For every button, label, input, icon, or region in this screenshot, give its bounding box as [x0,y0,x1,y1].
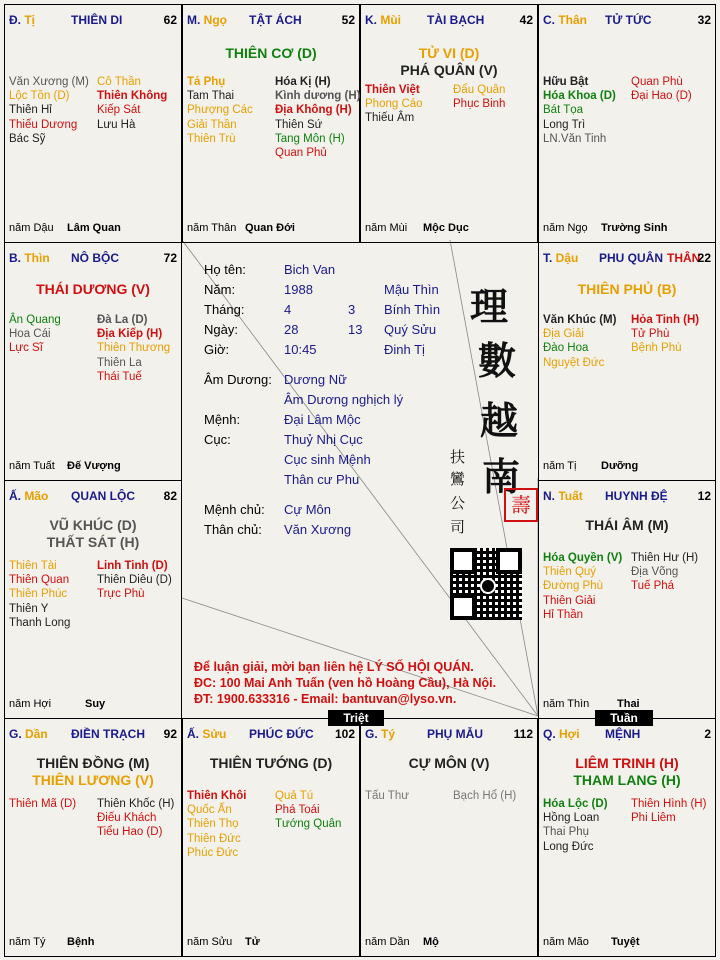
contact-line-3: ĐT: 1900.633316 - Email: bantuvan@lyso.vn. [194,692,457,706]
minor-star: Lưu Hà [97,118,136,131]
day-lunar: 13 [348,322,363,337]
palace-number: 2 [704,727,711,741]
day-can: Quý Sửu [384,322,437,337]
minor-star: Địa Không (H) [275,104,352,117]
minor-star: Bát Tọa [543,104,584,117]
minor-star: Bạch Hổ (H) [453,790,517,802]
main-star: THẤT SÁT (H) [46,534,140,550]
main-star: THIÊN LƯƠNG (V) [32,772,154,788]
minor-star: Thiên Phúc [9,588,68,601]
palace-number: 112 [513,727,533,741]
minor-star: Linh Tinh (D) [97,560,168,572]
minor-star: Quả Tú [275,790,314,802]
minor-star: Thiên Trù [187,132,236,145]
minor-star: Thiên Việt [365,84,420,96]
name-label: Họ tên: [204,262,246,277]
main-star: THIÊN TƯỚNG (D) [209,755,333,771]
minor-star: Long Trì [543,118,586,131]
palace-name: TỬ TỨC [605,13,652,27]
minor-stars-left [543,551,622,622]
main-star: THIÊN PHỦ (B) [577,281,677,297]
minor-stars-left [9,313,61,356]
minor-stars-right [453,789,516,803]
thanchu-value: Văn Xương [284,522,352,537]
palace-year: năm Mùi [365,222,408,234]
minor-stars-right [631,797,706,825]
month-label: Tháng: [204,302,245,317]
year-label: Năm: [204,282,236,297]
palace-stage: Lâm Quan [67,222,121,234]
seal-text-3: 公 [450,494,466,512]
minor-stars-right [453,83,505,111]
minor-star: Tướng Quân [275,818,342,831]
day-label: Ngày: [204,322,238,337]
year-value: 1988 [284,282,313,297]
minor-star: Thiên Giải [543,594,596,607]
minor-star: Thai Phụ [543,826,590,839]
palace-name: PHU QUÂN [599,251,664,265]
main-star: THÁI DƯƠNG (V) [36,281,150,297]
minor-star: LN.Văn Tinh [543,132,607,145]
calligraphy-so: 數 [478,338,517,383]
minor-star: Thiên Khốc (H) [97,798,175,810]
year-can: Mậu Thìn [384,282,439,297]
minor-star: Phi Liêm [631,812,676,825]
minor-star: Thiên Đức [187,832,241,845]
minor-star: Giải Thần [187,118,237,131]
minor-star: Cô Thần [97,76,141,88]
seal-text-2: 鸞 [450,470,466,488]
minor-star: Thiên Thương [97,342,171,355]
palace-name: THIÊN DI [71,13,123,27]
minor-star: Thiên Tài [9,560,57,572]
minor-star: Thiếu Âm [365,112,415,125]
minor-star: Hồng Loan [543,812,600,825]
minor-stars-left [365,789,409,803]
day-value: 28 [284,322,299,337]
palace-year: năm Sửu [187,936,233,948]
palace-header [365,727,533,743]
palace-header [9,251,177,267]
minor-star: Thiên La [97,356,142,369]
palace-name: HUYNH ĐỆ [605,489,668,503]
palace-branch: B. Thìn [9,251,50,265]
triet-marker: Triệt [328,710,384,726]
minor-star: Hóa Khoa (D) [543,90,616,103]
minor-stars-left [187,75,253,146]
cuc-value: Thuỷ Nhị Cục [284,432,363,447]
minor-star: Thiên Diêu (D) [97,574,172,587]
minor-star: Hữu Bật [543,76,589,88]
minor-stars-right [631,313,699,356]
palace-stage: Trường Sinh [601,222,668,234]
minor-star: Đường Phù [543,580,603,593]
palace-stage: Suy [85,698,106,710]
red-seal: 壽 [504,488,538,522]
seal-text-4: 司 [450,518,466,536]
amduong-label: Âm Dương: [204,372,272,387]
palace-cell-mui [360,4,538,243]
minor-star: Thiên Quan [9,574,70,587]
palace-branch: Ấ. Mão [9,489,49,503]
palace-cell-thin [4,242,182,481]
minor-star: Địa Kiếp (H) [97,328,163,341]
minor-stars-right [275,75,360,160]
palace-header [543,727,711,743]
cuc-relation: Cục sinh Mệnh [284,452,371,467]
minor-star: Văn Xương (M) [9,76,89,88]
palace-year: năm Ngọ [543,222,588,234]
minor-star: Thiên Quý [543,566,597,579]
palace-cell-ty [360,718,538,957]
minor-star: Phá Toái [275,804,320,817]
palace-number: 62 [163,13,177,27]
palace-year: năm Thân [187,222,237,234]
palace-name: PHỤ MẪU [427,727,483,741]
calligraphy-ly: 理 [470,284,509,329]
palace-stage: Tử [245,936,260,948]
minor-stars-right [631,551,698,594]
minor-star: Thiên Sứ [275,118,323,131]
tuan-marker: Tuần [595,710,653,726]
palace-year: năm Tý [9,936,46,948]
minor-star: Bác Sỹ [9,132,46,145]
minor-star: Phúc Đức [187,846,239,859]
minor-star: Phong Cáo [365,98,423,111]
minor-star: Thiên Y [9,602,49,615]
minor-star: Tuế Phá [631,580,675,593]
palace-name: PHÚC ĐỨC [249,727,314,741]
palace-stage: Thai [617,698,640,710]
palace-stage: Đế Vượng [67,460,121,472]
minor-star: Hỉ Thần [543,608,584,621]
palace-number: 32 [697,13,711,27]
minor-star: Quan Phủ [275,147,327,160]
palace-cell-than [538,4,716,243]
palace-number: 72 [163,251,177,265]
palace-cell-mao [4,480,182,719]
palace-branch: T. Dậu [543,251,579,265]
palace-cell-hoi [538,718,716,957]
palace-branch: G. Dần [9,727,48,741]
contact-line-2: ĐC: 100 Mai Anh Tuấn (ven hồ Hoàng Cầu), Hà Nội. [194,676,497,690]
palace-number: 22 [697,251,711,265]
minor-star: Thiên Không [97,90,168,103]
minor-star: Hoa Cái [9,328,51,341]
minor-stars-left [9,559,70,630]
minor-stars-left [9,75,89,146]
minor-star: Ân Quang [9,314,61,326]
minor-star: Phục Binh [453,98,506,111]
palace-stage: Quan Đới [245,222,295,234]
palace-stage: Mộc Dục [423,222,469,234]
palace-header [9,727,177,743]
palace-year: năm Mão [543,936,589,948]
minor-star: Long Đức [543,840,594,853]
main-star: THIÊN ĐỒNG (M) [36,755,150,771]
main-star: THÁI ÂM (M) [585,517,669,533]
minor-stars-left [365,83,423,126]
palace-header [187,727,355,743]
palace-name: ĐIỀN TRẠCH [71,727,145,741]
main-star: LIÊM TRINH (H) [575,755,679,771]
minor-star: Tam Thai [187,90,235,103]
minor-star: Nguyệt Đức [543,356,605,369]
minor-stars-right [97,313,170,384]
palace-number: 102 [334,727,355,741]
minor-star: Thiếu Dương [9,118,78,131]
main-star: CỰ MÔN (V) [408,755,490,771]
minor-star: Thiên Thọ [187,818,239,831]
minor-stars-left [543,797,608,854]
minor-star: Trực Phù [97,588,145,601]
menhchu-label: Mệnh chủ: [204,502,265,517]
palace-number: 92 [163,727,177,741]
minor-star: Hỏa Tinh (H) [631,314,700,326]
palace-year: năm Tị [543,460,577,472]
amduong-value: Dương Nữ [284,372,347,387]
minor-star: Địa Võng [631,566,679,579]
contact-line-1: Để luận giải, mời bạn liên hệ LÝ SỐ HỘI QUÁN. [194,660,474,674]
palace-branch: G. Tý [365,727,396,741]
palace-header [187,13,355,29]
palace-cell-suu [182,718,360,957]
palace-branch: Ấ. Sửu [187,727,227,741]
minor-star: Đại Hao (D) [631,90,692,103]
month-value: 4 [284,302,292,317]
menhchu-value: Cự Môn [284,502,331,517]
minor-stars-left [543,75,616,146]
name-value: Bich Van [284,262,336,277]
palace-stage: Mộ [423,936,439,948]
menh-value: Đại Lâm Mộc [284,412,361,427]
minor-star: Kình dương (H) [275,90,361,103]
palace-header [365,13,533,29]
palace-cell-dau [538,242,716,481]
minor-star: Thiên Khôi [187,790,247,802]
palace-cell-dan [4,718,182,957]
thanchu-label: Thân chủ: [204,522,262,537]
palace-branch: Q. Hợi [543,727,580,741]
palace-stage: Bệnh [67,936,95,948]
palace-branch: N. Tuất [543,489,583,503]
main-star: VŨ KHÚC (D) [49,517,137,533]
palace-name: NÔ BỘC [71,251,119,265]
minor-stars-left [543,313,616,370]
palace-name: TÀI BẠCH [427,13,485,27]
palace-cell-tuat [538,480,716,719]
minor-star: Đà La (D) [97,314,148,326]
minor-star: Tấu Thư [365,790,409,802]
minor-star: Thanh Long [9,616,71,629]
month-lunar: 3 [348,302,356,317]
palace-stage: Dưỡng [601,460,639,472]
minor-stars-right [97,559,172,602]
minor-star: Quốc Ấn [187,804,232,817]
minor-star: Thiên Hỉ [9,104,52,117]
minor-star: Đào Hoa [543,342,589,355]
minor-star: Lộc Tồn (D) [9,90,70,103]
minor-stars-right [97,797,174,840]
minor-star: Thái Tuế [97,370,142,383]
qr-code [450,548,522,620]
palace-year: năm Hợi [9,698,52,710]
palace-year: năm Dần [365,936,410,948]
minor-star: Lực Sĩ [9,342,43,355]
palace-header [543,251,711,267]
minor-star: Hóa Kị (H) [275,76,331,88]
calligraphy-nam: 南 [482,454,521,499]
palace-year: năm Thìn [543,698,590,710]
palace-branch: Đ. Tị [9,13,36,27]
palace-number: 12 [697,489,711,503]
minor-stars-right [97,75,167,132]
palace-header [543,13,711,29]
menh-label: Mệnh: [204,412,241,427]
hour-value: 10:45 [284,342,317,357]
minor-star: Quan Phù [631,76,683,88]
minor-star: Tả Phụ [187,76,226,88]
palace-branch: K. Mùi [365,13,402,27]
minor-star: Bệnh Phù [631,342,682,355]
calligraphy-viet: 越 [480,398,519,443]
main-star: THAM LANG (H) [573,772,681,788]
palace-name: TẬT ÁCH [249,13,302,27]
minor-star: Hóa Lộc (D) [543,798,608,810]
palace-branch: M. Ngọ [187,13,227,27]
main-star: TỬ VI (D) [418,45,480,61]
palace-year: năm Tuất [9,460,55,472]
palace-cell-ti [4,4,182,243]
minor-stars-left [187,789,246,860]
hour-can: Đinh Tị [384,342,425,357]
minor-star: Thiên Hình (H) [631,798,707,810]
than-position: Thân cư Phu [284,472,360,487]
palace-header [9,13,177,29]
minor-star: Đẩu Quân [453,84,506,96]
palace-stage: Tuyệt [611,936,640,948]
minor-star: Địa Giải [543,328,584,341]
main-star: THIÊN CƠ (D) [225,45,317,61]
palace-number: 42 [519,13,533,27]
palace-name: MỆNH [605,727,641,741]
minor-star: Điếu Khách [97,812,157,825]
minor-stars-right [275,789,341,832]
seal-text-1: 扶 [450,448,466,466]
than-badge: THÂN [667,251,701,265]
minor-stars-right [631,75,692,103]
main-star: PHÁ QUÂN (V) [400,62,498,78]
palace-cell-ngo [182,4,360,243]
amduong-note: Âm Dương nghịch lý [284,392,404,407]
month-can: Bính Thìn [384,302,441,317]
minor-star: Hóa Quyền (V) [543,552,623,564]
palace-year: năm Dậu [9,222,54,234]
minor-star: Tử Phù [631,328,670,341]
minor-star: Kiếp Sát [97,104,141,117]
palace-branch: C. Thân [543,13,588,27]
minor-star: Phượng Các [187,104,253,117]
palace-number: 82 [163,489,177,503]
palace-header [543,489,711,505]
center-info-panel [182,240,538,716]
minor-star: Thiên Mã (D) [9,798,77,810]
hour-label: Giờ: [204,342,230,357]
cuc-label: Cục: [204,432,231,447]
minor-star: Tiểu Hao (D) [97,826,163,839]
palace-number: 52 [341,13,355,27]
minor-star: Thiên Hư (H) [631,552,699,564]
minor-stars-left [9,797,76,811]
palace-header [9,489,177,505]
minor-star: Văn Khúc (M) [543,314,617,326]
minor-star: Tang Môn (H) [275,132,345,145]
palace-name: QUAN LỘC [71,489,135,503]
